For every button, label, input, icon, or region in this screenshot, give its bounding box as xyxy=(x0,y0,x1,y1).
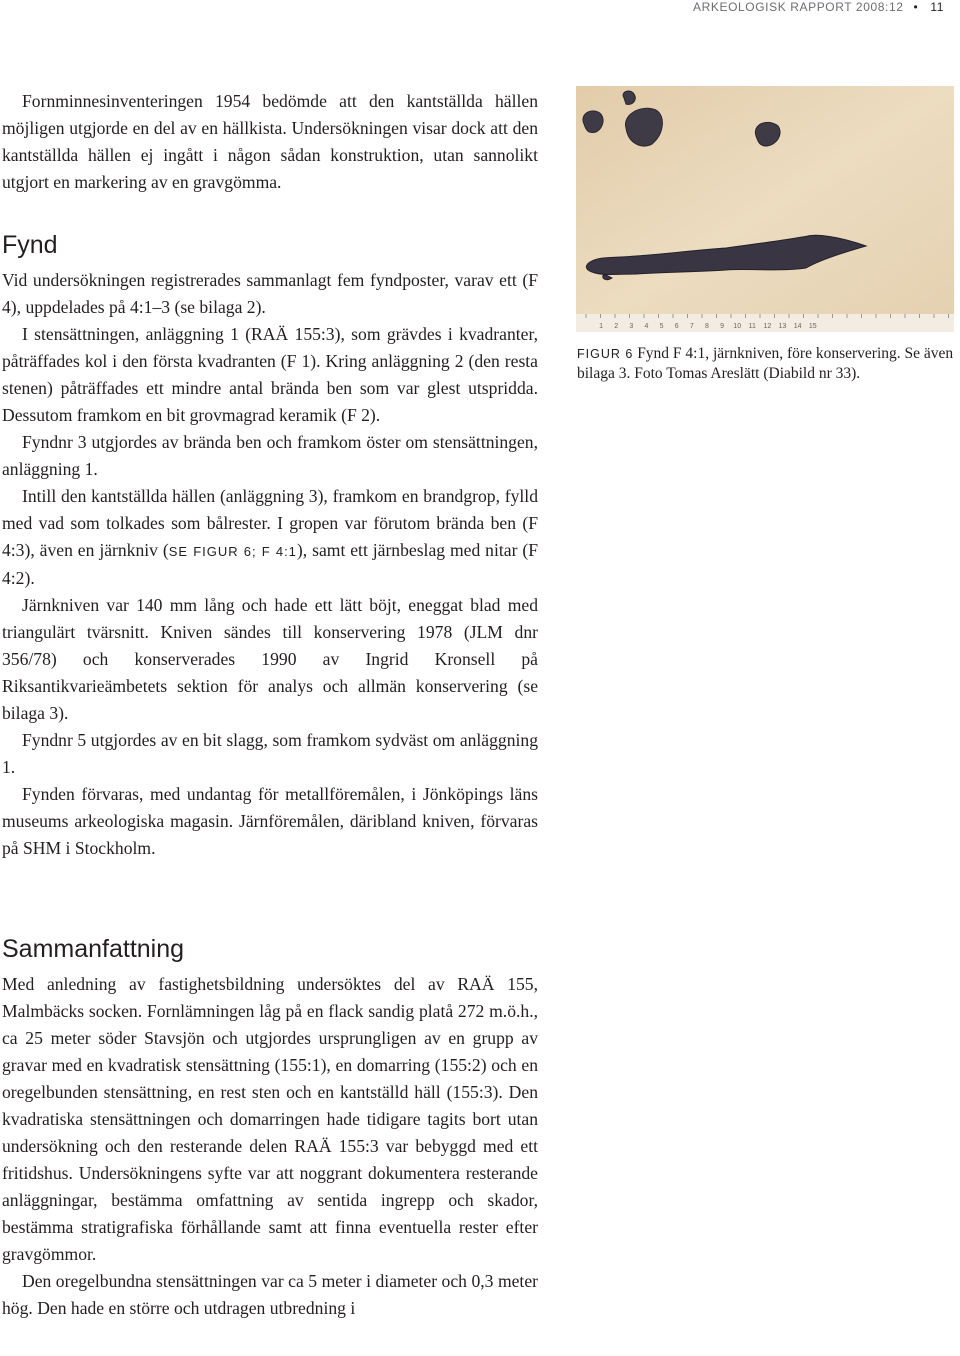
ruler-label: 7 xyxy=(689,323,694,330)
ruler-label: 10 xyxy=(733,323,742,330)
fynd-paragraph-3: Fyndnr 3 utgjordes av brända ben och framkom öster om stensättningen, anläggning 1. xyxy=(2,432,538,479)
header-bullet: • xyxy=(913,0,919,14)
figure-label: FIGUR 6 xyxy=(577,347,634,361)
sammanfattning-heading: Sammanfattning xyxy=(2,935,185,963)
sammanfattning-section xyxy=(2,936,538,1322)
fynd-p4-after: ), samt ett järnbeslag med nitar (F 4:2). xyxy=(2,540,538,588)
sammanfattning-paragraph-2: Den oregelbundna stensättningen var ca 5 meter i diameter och 0,3 meter hög. Den hade en större och utdragen utbredning i xyxy=(2,1271,538,1318)
ruler-label: 4 xyxy=(644,323,649,330)
fynd-paragraph-1: Vid undersökningen registrerades sammanlagt fem fyndposter, varav ett (F 4), uppdelades på 4:1–3 (se bilaga 2). xyxy=(2,270,538,317)
ruler-label: 14 xyxy=(793,323,802,330)
figure-caption-text: Fynd F 4:1, järnkniven, före konservering. Se även bilaga 3. Foto Tomas Areslätt (Diabild nr 33). xyxy=(577,345,954,382)
figure-caption xyxy=(577,344,957,383)
fynd-paragraph-4 xyxy=(2,483,538,592)
ruler-labels xyxy=(599,323,817,330)
fynd-paragraph-2: I stensättningen, anläggning 1 (RAÄ 155:3), som grävdes i kvadranter, påträffades kol i den första kvadranten (F 1). Kring anläggning 2 (den resta stenen) påträffades ett mindre antal brända ben som var glest utspridda. Dessutom framkom en bit grovmagrad keramik (F 2). xyxy=(2,324,538,425)
figure-reference: SE FIGUR 6; F 4:1 xyxy=(168,544,297,559)
ruler-label: 5 xyxy=(659,323,664,330)
ruler-label: 1 xyxy=(599,323,604,330)
running-header xyxy=(693,0,944,14)
running-title: ARKEOLOGISK RAPPORT 2008:12 xyxy=(693,0,904,14)
knife-photo xyxy=(576,86,954,332)
ruler-label: 13 xyxy=(778,323,787,330)
sammanfattning-paragraph-1: Med anledning av fastighetsbildning undersöktes del av RAÄ 155, Malmbäcks socken. Fornlämningen låg på en flack sandig platå 272 m.ö.h., ca 25 meter söder Stavsjön och utgjordes ursprungligen av en grupp av gravar med en kvadratisk stensättning (155:1), en domarring (155:2) och en oregelbunden stensättning, en rest sten och en kantställd häll (155:3). Den kvadratiska stensättningen och domarringen hade tidigare tagits bort utan undersökning och den resterande delen RAÄ 155:3 var bebyggd med ett fritidshus. Undersökningens syfte var att noggrant dokumentera resterande anläggningar, bestämma omfattning av sentida ingrepp och skador, bestämma stratigrafiska förhållande samt att finna eventuella rester efter gravgömmor. xyxy=(2,974,538,1264)
ruler-label: 3 xyxy=(629,323,634,330)
knife-photo-illustration xyxy=(576,86,954,332)
ruler-label: 8 xyxy=(705,323,709,330)
intro-block xyxy=(2,88,538,196)
intro-paragraph: Fornminnesinventeringen 1954 bedömde att den kantställda hällen möjligen utgjorde en del av en hällkista. Undersökningen visar dock att den kantställda hällen ej ingått i någon sådan konstruktion, utan sannolikt utgjort en markering av en gravgömma. xyxy=(2,91,538,192)
fynd-section xyxy=(2,232,538,862)
fynd-paragraph-7: Fynden förvaras, med undantag för metallföremålen, i Jönköpings läns museums arkeologiska magasin. Järnföremålen, däribland kniven, förvaras på SHM i Stockholm. xyxy=(2,784,538,858)
fynd-heading: Fynd xyxy=(2,231,58,259)
fynd-p4-before: Intill den kantställda hällen (anläggning 3), framkom en brandgrop, fylld med vad som tolkades som bålrester. I gropen var förutom brända ben (F 4:3), även en järnkniv ( xyxy=(2,486,538,560)
ruler-label: 15 xyxy=(808,323,817,330)
page-number: 11 xyxy=(930,0,944,14)
fynd-paragraph-6: Fyndnr 5 utgjordes av en bit slagg, som framkom sydväst om anläggning 1. xyxy=(2,730,538,777)
ruler-label: 12 xyxy=(763,323,772,330)
ruler-label: 2 xyxy=(614,323,619,330)
ruler-label: 11 xyxy=(748,323,756,330)
ruler-label: 9 xyxy=(720,323,725,330)
fynd-paragraph-5: Järnkniven var 140 mm lång och hade ett lätt böjt, eneggat blad med triangulärt tvärsnitt. Kniven sändes till konservering 1978 (JLM dnr 356/78) och konserverades 1990 av Ingrid Kronsell på Riksantikvarieämbetets sektion för analys och allmän konservering (se bilaga 3). xyxy=(2,595,538,723)
ruler-label: 6 xyxy=(674,323,679,330)
